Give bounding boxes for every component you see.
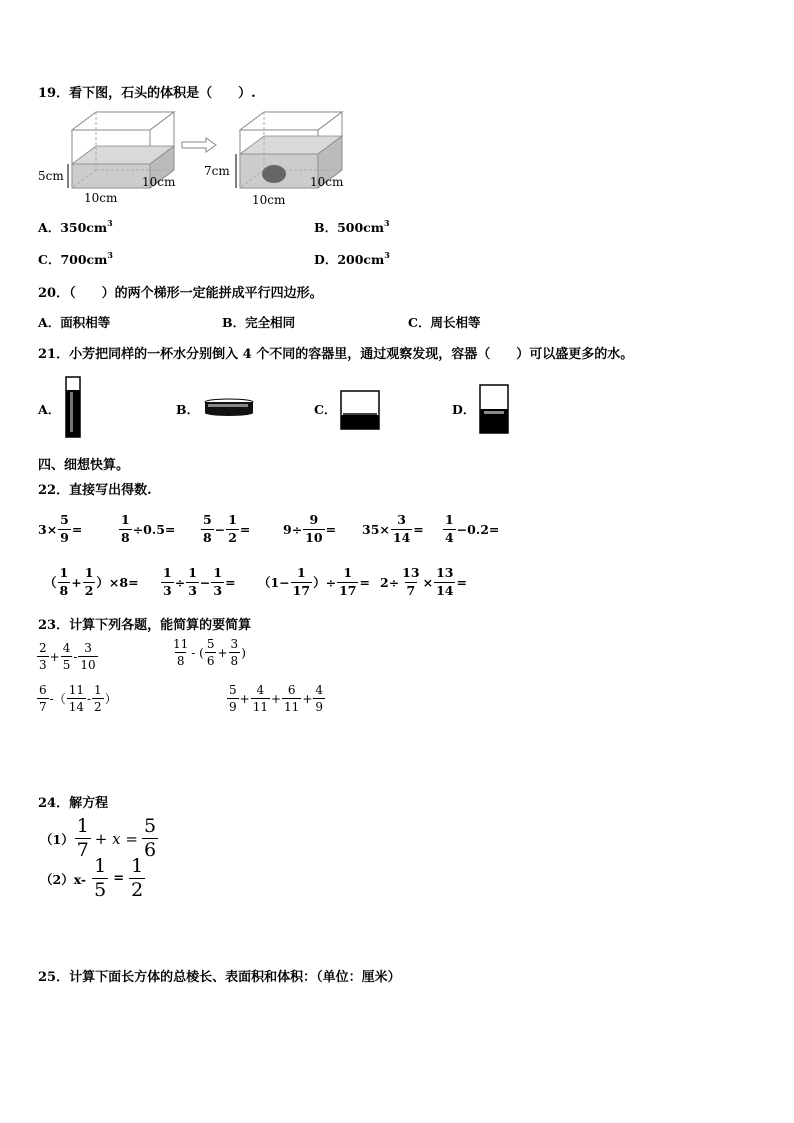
q23-expr-4: $\frac{5}{9}$ + $\frac{4}{11}$ + $\frac{6}{11}$ + $\frac{4}{9}$ <box>229 683 324 714</box>
cube2-height-label: 7cm <box>204 164 230 178</box>
q24-equation-2: （2）x- $\frac{1}{5}$ = $\frac{1}{2}$ <box>40 855 144 901</box>
q19-option-a[interactable]: A．$350cm^3$ <box>38 218 113 235</box>
q23-expr-1: $\frac{2}{3}$ + $\frac{4}{5}$ - $\frac{3}{10}$ <box>39 641 96 672</box>
q19-stem: 19．看下图，石头的体积是（ ）. <box>38 86 256 101</box>
q19-option-c[interactable]: C．$700cm^3$ <box>38 250 113 267</box>
q21-stem: 21．小芳把同样的一杯水分别倒入 4 个不同的容器里，通过观察发现，容器（ ）可以盛更多的水。 <box>38 347 634 362</box>
cube1-height-label: 5cm <box>38 169 64 183</box>
q21-option-a[interactable]: A． <box>38 402 61 417</box>
q22-expr-5: 35× $\frac{3}{14}$ = <box>362 512 424 545</box>
container-c-icon <box>338 388 384 432</box>
q23-expr-2: $\frac{11}{8}$ - ( $\frac{5}{6}$ + $\frac{3}{8}$ ) <box>173 637 246 668</box>
container-d-icon <box>476 382 514 436</box>
q20-stem: 20．（ ）的两个梯形一定能拼成平行四边形。 <box>38 286 323 301</box>
stone-icon <box>262 165 286 183</box>
q21-option-d[interactable]: D． <box>452 402 476 417</box>
q22-expr-3: $\frac{5}{8}$ − $\frac{1}{2}$ = <box>203 512 251 545</box>
q21-option-c[interactable]: C． <box>314 402 337 417</box>
q20-option-c[interactable]: C．周长相等 <box>408 315 481 330</box>
q20-option-a[interactable]: A．面积相等 <box>38 315 111 330</box>
q25-stem: 25．计算下面长方体的总棱长、表面积和体积：（单位：厘米） <box>38 970 401 985</box>
q22-expr-9: （1− $\frac{1}{17}$ ）÷ $\frac{1}{17}$ = <box>258 565 370 598</box>
container-b-icon <box>202 396 256 418</box>
q23-stem: 23．计算下列各题，能简算的要简算 <box>38 618 252 633</box>
arrow-icon <box>182 138 216 152</box>
q19-option-d[interactable]: D．$200cm^3$ <box>314 250 390 267</box>
q22-expr-10: 2÷ $\frac{13}{7}$ × $\frac{13}{14}$ = <box>380 565 467 598</box>
q22-expr-6: $\frac{1}{4}$ −0.2= <box>445 512 500 545</box>
q21-option-b[interactable]: B． <box>176 402 200 417</box>
q22-expr-1: 3× $\frac{5}{9}$ = <box>38 512 83 545</box>
container-a-icon <box>62 374 86 440</box>
q22-stem: 22．直接写出得数. <box>38 483 152 498</box>
q22-expr-8: $\frac{1}{3}$ ÷ $\frac{1}{3}$ − $\frac{1}{3}$ = <box>163 565 236 598</box>
q22-expr-4: 9÷ $\frac{9}{10}$ = <box>283 512 337 545</box>
cube-figure <box>36 108 366 208</box>
q22-expr-7: （ $\frac{1}{8}$ + $\frac{1}{2}$ ）×8= <box>44 565 139 598</box>
cube2-width-label: 10cm <box>252 193 286 207</box>
section4-title: 四、细想快算。 <box>38 458 130 473</box>
q20-option-b[interactable]: B．完全相同 <box>222 315 296 330</box>
q24-stem: 24．解方程 <box>38 796 109 811</box>
cube1-depth-label: 10cm <box>142 175 176 189</box>
q24-equation-1: （1） $\frac{1}{7}$ + x = $\frac{5}{6}$ <box>40 815 157 861</box>
cube1-width-label: 10cm <box>84 191 118 205</box>
q19-option-b[interactable]: B．$500cm^3$ <box>314 218 390 235</box>
q22-expr-2: $\frac{1}{8}$ ÷0.5= <box>121 512 176 545</box>
q23-expr-3: $\frac{6}{7}$ -（ $\frac{11}{14}$ - $\frac{1}{2}$ ） <box>39 683 117 714</box>
cube2-depth-label: 10cm <box>310 175 344 189</box>
